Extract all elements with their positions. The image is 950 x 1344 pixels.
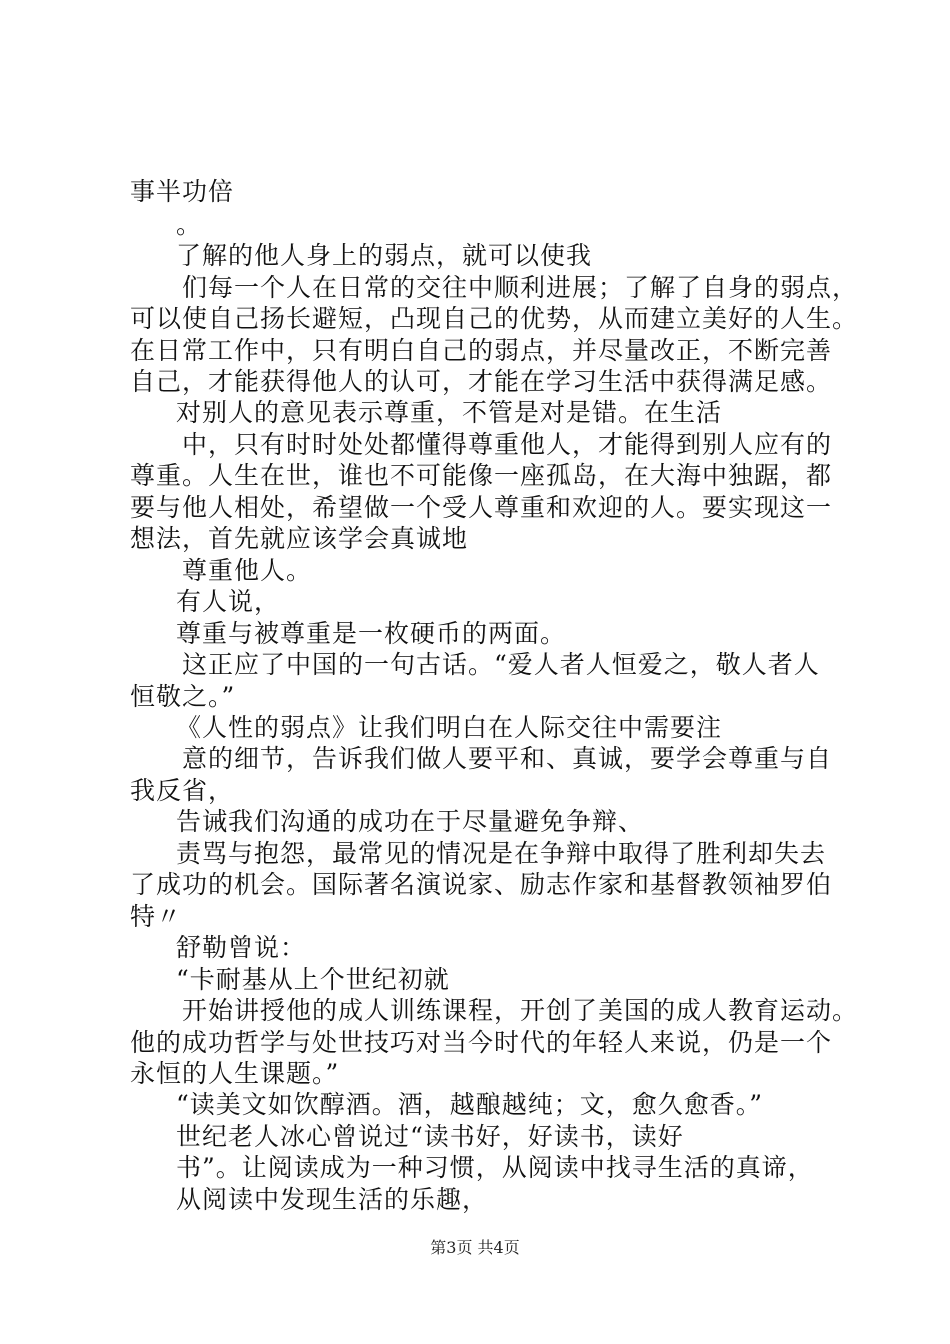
text-line: 。	[176, 210, 203, 239]
text-line: 尊重。人生在世，谁也不可能像一座孤岛，在大海中独踞，都	[130, 461, 833, 490]
text-line: 事半功倍	[130, 177, 235, 206]
text-line: “读美文如饮醇酒。酒，越酿越纯；文，愈久愈香。”	[176, 1090, 764, 1119]
text-line: 尊重与被尊重是一枚硬币的两面。	[176, 619, 567, 648]
text-line: 他的成功哲学与处世技巧对当今时代的年轻人来说，仍是一个	[130, 1028, 833, 1057]
text-line: 告诫我们沟通的成功在于尽量避免争辩、	[176, 807, 645, 836]
text-line: “卡耐基从上个世纪初就	[176, 965, 450, 994]
text-line: 中，只有时时处处都懂得尊重他人，才能得到别人应有的	[182, 430, 833, 459]
text-line: 开始讲授他的成人训练课程，开创了美国的成人教育运动。	[182, 996, 859, 1025]
text-line: 责骂与抱怨，最常见的情况是在争辩中取得了胜利却失去	[176, 839, 827, 868]
text-line: 永恒的人生课题。”	[130, 1059, 340, 1088]
text-line: 从阅读中发现生活的乐趣，	[176, 1185, 489, 1214]
text-line: 有人说，	[176, 587, 281, 616]
text-line: 想法，首先就应该学会真诚地	[130, 524, 469, 553]
page-footer: 第3页 共4页	[430, 1238, 520, 1257]
text-line: 们每一个人在日常的交往中顺利进展；了解了自身的弱点，	[182, 273, 859, 302]
text-line: 可以使自己扬长避短，凸现自己的优势，从而建立美好的人生。	[130, 304, 859, 333]
text-line: 在日常工作中，只有明白自己的弱点，并尽量改正，不断完善	[130, 336, 833, 365]
text-line: 世纪老人冰心曾说过“读书好，好读书，读好	[176, 1122, 684, 1151]
text-line: 自己，才能获得他人的认可，才能在学习生活中获得满足感。	[130, 367, 833, 396]
text-line: 了解的他人身上的弱点，就可以使我	[176, 241, 593, 270]
text-line: 我反省，	[130, 776, 235, 805]
text-line: 尊重他人。	[182, 556, 313, 585]
text-line: 舒勒曾说：	[176, 933, 307, 962]
text-line: 恒敬之。”	[130, 682, 236, 711]
text-line: 书”。让阅读成为一种习惯，从阅读中找寻生活的真谛，	[176, 1153, 814, 1182]
text-line: 特〃	[130, 902, 183, 931]
text-line: 意的细节，告诉我们做人要平和、真诚，要学会尊重与自	[182, 744, 833, 773]
text-line: 《人性的弱点》让我们明白在人际交往中需要注	[176, 713, 723, 742]
text-line: 对别人的意见表示尊重，不管是对是错。在生活	[176, 398, 723, 427]
text-line: 了成功的机会。国际著名演说家、励志作家和基督教领袖罗伯	[130, 870, 833, 899]
text-line: 要与他人相处，希望做一个受人尊重和欢迎的人。要实现这一	[130, 493, 833, 522]
text-line: 这正应了中国的一句古话。“爱人者人恒爱之，敬人者人	[182, 650, 820, 679]
